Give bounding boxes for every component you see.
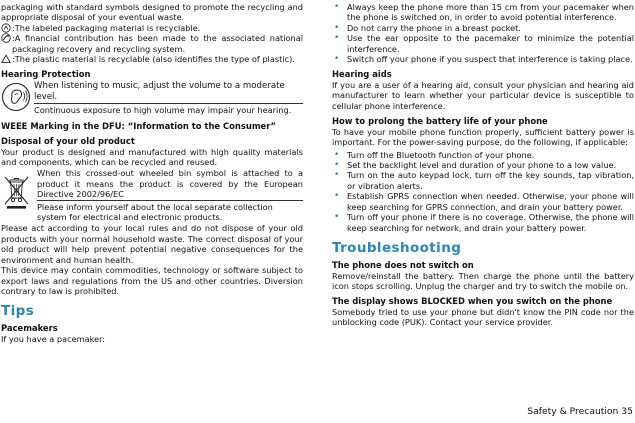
battery-life-text: To have your mobile phone function properly, sufficient battery power is important. For the power-saving purpose, do the following, if applicable: <box>332 126 634 148</box>
list-item: • Turn on the auto keypad lock, turn off the key sounds, tap vibration, or vibration alerts. <box>332 170 634 191</box>
hearing-divider <box>34 103 303 104</box>
footer-section-title: Safety & Precaution <box>527 406 619 417</box>
battery-bullet-list <box>332 150 634 233</box>
blocked-heading: The display shows BLOCKED when you switch on the phone <box>332 296 613 307</box>
recycle-label-row <box>1 23 303 33</box>
hearing-volume-text: When listening to music, adjust the volume to a moderate level. <box>34 81 285 103</box>
plastic-recycle-text: :The plastic material is recyclable (also identifies the type of plastic). <box>12 54 295 65</box>
list-item: • Switch off your phone if you suspect that interference is taking place. <box>332 54 634 64</box>
weee-directive-text: When this crossed-out wheeled bin symbol is attached to a product it means the product is covered by the European Directive 2002/96/EC <box>37 168 303 200</box>
green-dot-icon <box>1 33 12 43</box>
crossed-out-wheeled-bin-icon <box>1 174 32 210</box>
tips-heading: Tips <box>1 303 35 320</box>
hearing-note-text: Continuous exposure to high volume may impair your hearing. <box>34 105 292 116</box>
packaging-intro: packaging with standard symbols designed to promote the recycling and appropriate disposal of your eventual waste. <box>1 2 303 23</box>
left-column <box>1 2 303 344</box>
list-item: • Use the ear opposite to the pacemaker to minimize the potential interference. <box>332 33 634 54</box>
battery-life-heading: How to prolong the battery life of your phone <box>332 116 548 127</box>
disposal-heading: Disposal of your old product <box>1 136 135 147</box>
disposal-intro: Your product is designed and manufactured with high quality materials and components, which can be recycled and reused. <box>1 146 303 168</box>
hearing-protection-block <box>1 81 303 115</box>
hearing-protection-text <box>34 81 303 115</box>
plastic-recycle-row <box>1 54 303 64</box>
list-item: • Establish GPRS connection when needed. Otherwise, your phone will keep searching for GPRS connection, and drain your battery power. <box>332 191 634 212</box>
weee-heading: WEEE Marking in the DFU: “Information to the Consumer” <box>1 121 277 132</box>
recycle-label-text: :The labeled packaging material is recyclable. <box>12 22 201 33</box>
no-switch-on-text: Remove/reinstall the battery. Then charge the phone until the battery icon stops scrolling. Unplug the charger and try to switch the mobile on. <box>332 270 634 291</box>
pacemakers-intro: If you have a pacemaker: <box>1 333 106 344</box>
weee-divider <box>37 200 303 201</box>
blocked-text: Somebody tried to use your phone but didn't know the PIN code nor the unblocking code (PUK). Contact your service provider. <box>332 306 634 328</box>
right-column <box>332 2 634 328</box>
recycle-label-icon <box>1 23 12 33</box>
list-item: • Turn off your phone if there is no coverage. Otherwise, the phone will keep searching for network, and drain your battery power. <box>332 212 634 233</box>
list-item: • Do not carry the phone in a breast pocket. <box>332 23 634 33</box>
plastic-recycle-triangle-icon <box>1 54 12 64</box>
list-item: • Always keep the phone more than 15 cm from your pacemaker when the phone is switched on, in order to avoid potential interference. <box>332 2 634 23</box>
local-rules-paragraph: Please act according to your local rules and do not dispose of your old products with your normal household waste. The correct disposal of your old product will help prevent potential negative consequences for the environment and human health. <box>1 223 303 265</box>
green-dot-row <box>1 33 303 54</box>
hearing-protection-heading: Hearing Protection <box>1 69 91 80</box>
hearing-aids-heading: Hearing aids <box>332 69 392 80</box>
export-laws-paragraph: This device may contain commodities, technology or software subject to export laws and regulations from the US and other countries. Diversion contrary to law is prohibited. <box>1 265 303 296</box>
page-footer <box>527 406 633 417</box>
weee-block <box>1 168 303 222</box>
pacemaker-bullet-list <box>332 2 634 64</box>
green-dot-text: :A financial contribution has been made to the associated national packaging recovery and recycling system. <box>12 33 303 54</box>
footer-page-number: 35 <box>621 406 633 417</box>
hearing-warning-icon <box>1 81 31 113</box>
hearing-aids-text: If you are a user of a hearing aid, consult your physician and hearing aid manufacturer to learn whether your particular device is susceptible to cellular phone interference. <box>332 80 634 111</box>
weee-note-text: Please inform yourself about the local separate collection system for electrical and electronic products. <box>37 201 273 223</box>
pacemakers-heading: Pacemakers <box>1 323 58 334</box>
list-item: • Turn off the Bluetooth function of your phone. <box>332 150 634 160</box>
weee-text-block <box>37 168 303 222</box>
list-item: • Set the backlight level and duration of your phone to a low value. <box>332 160 634 170</box>
troubleshooting-heading: Troubleshooting <box>332 239 462 256</box>
no-switch-on-heading: The phone does not switch on <box>332 259 474 270</box>
